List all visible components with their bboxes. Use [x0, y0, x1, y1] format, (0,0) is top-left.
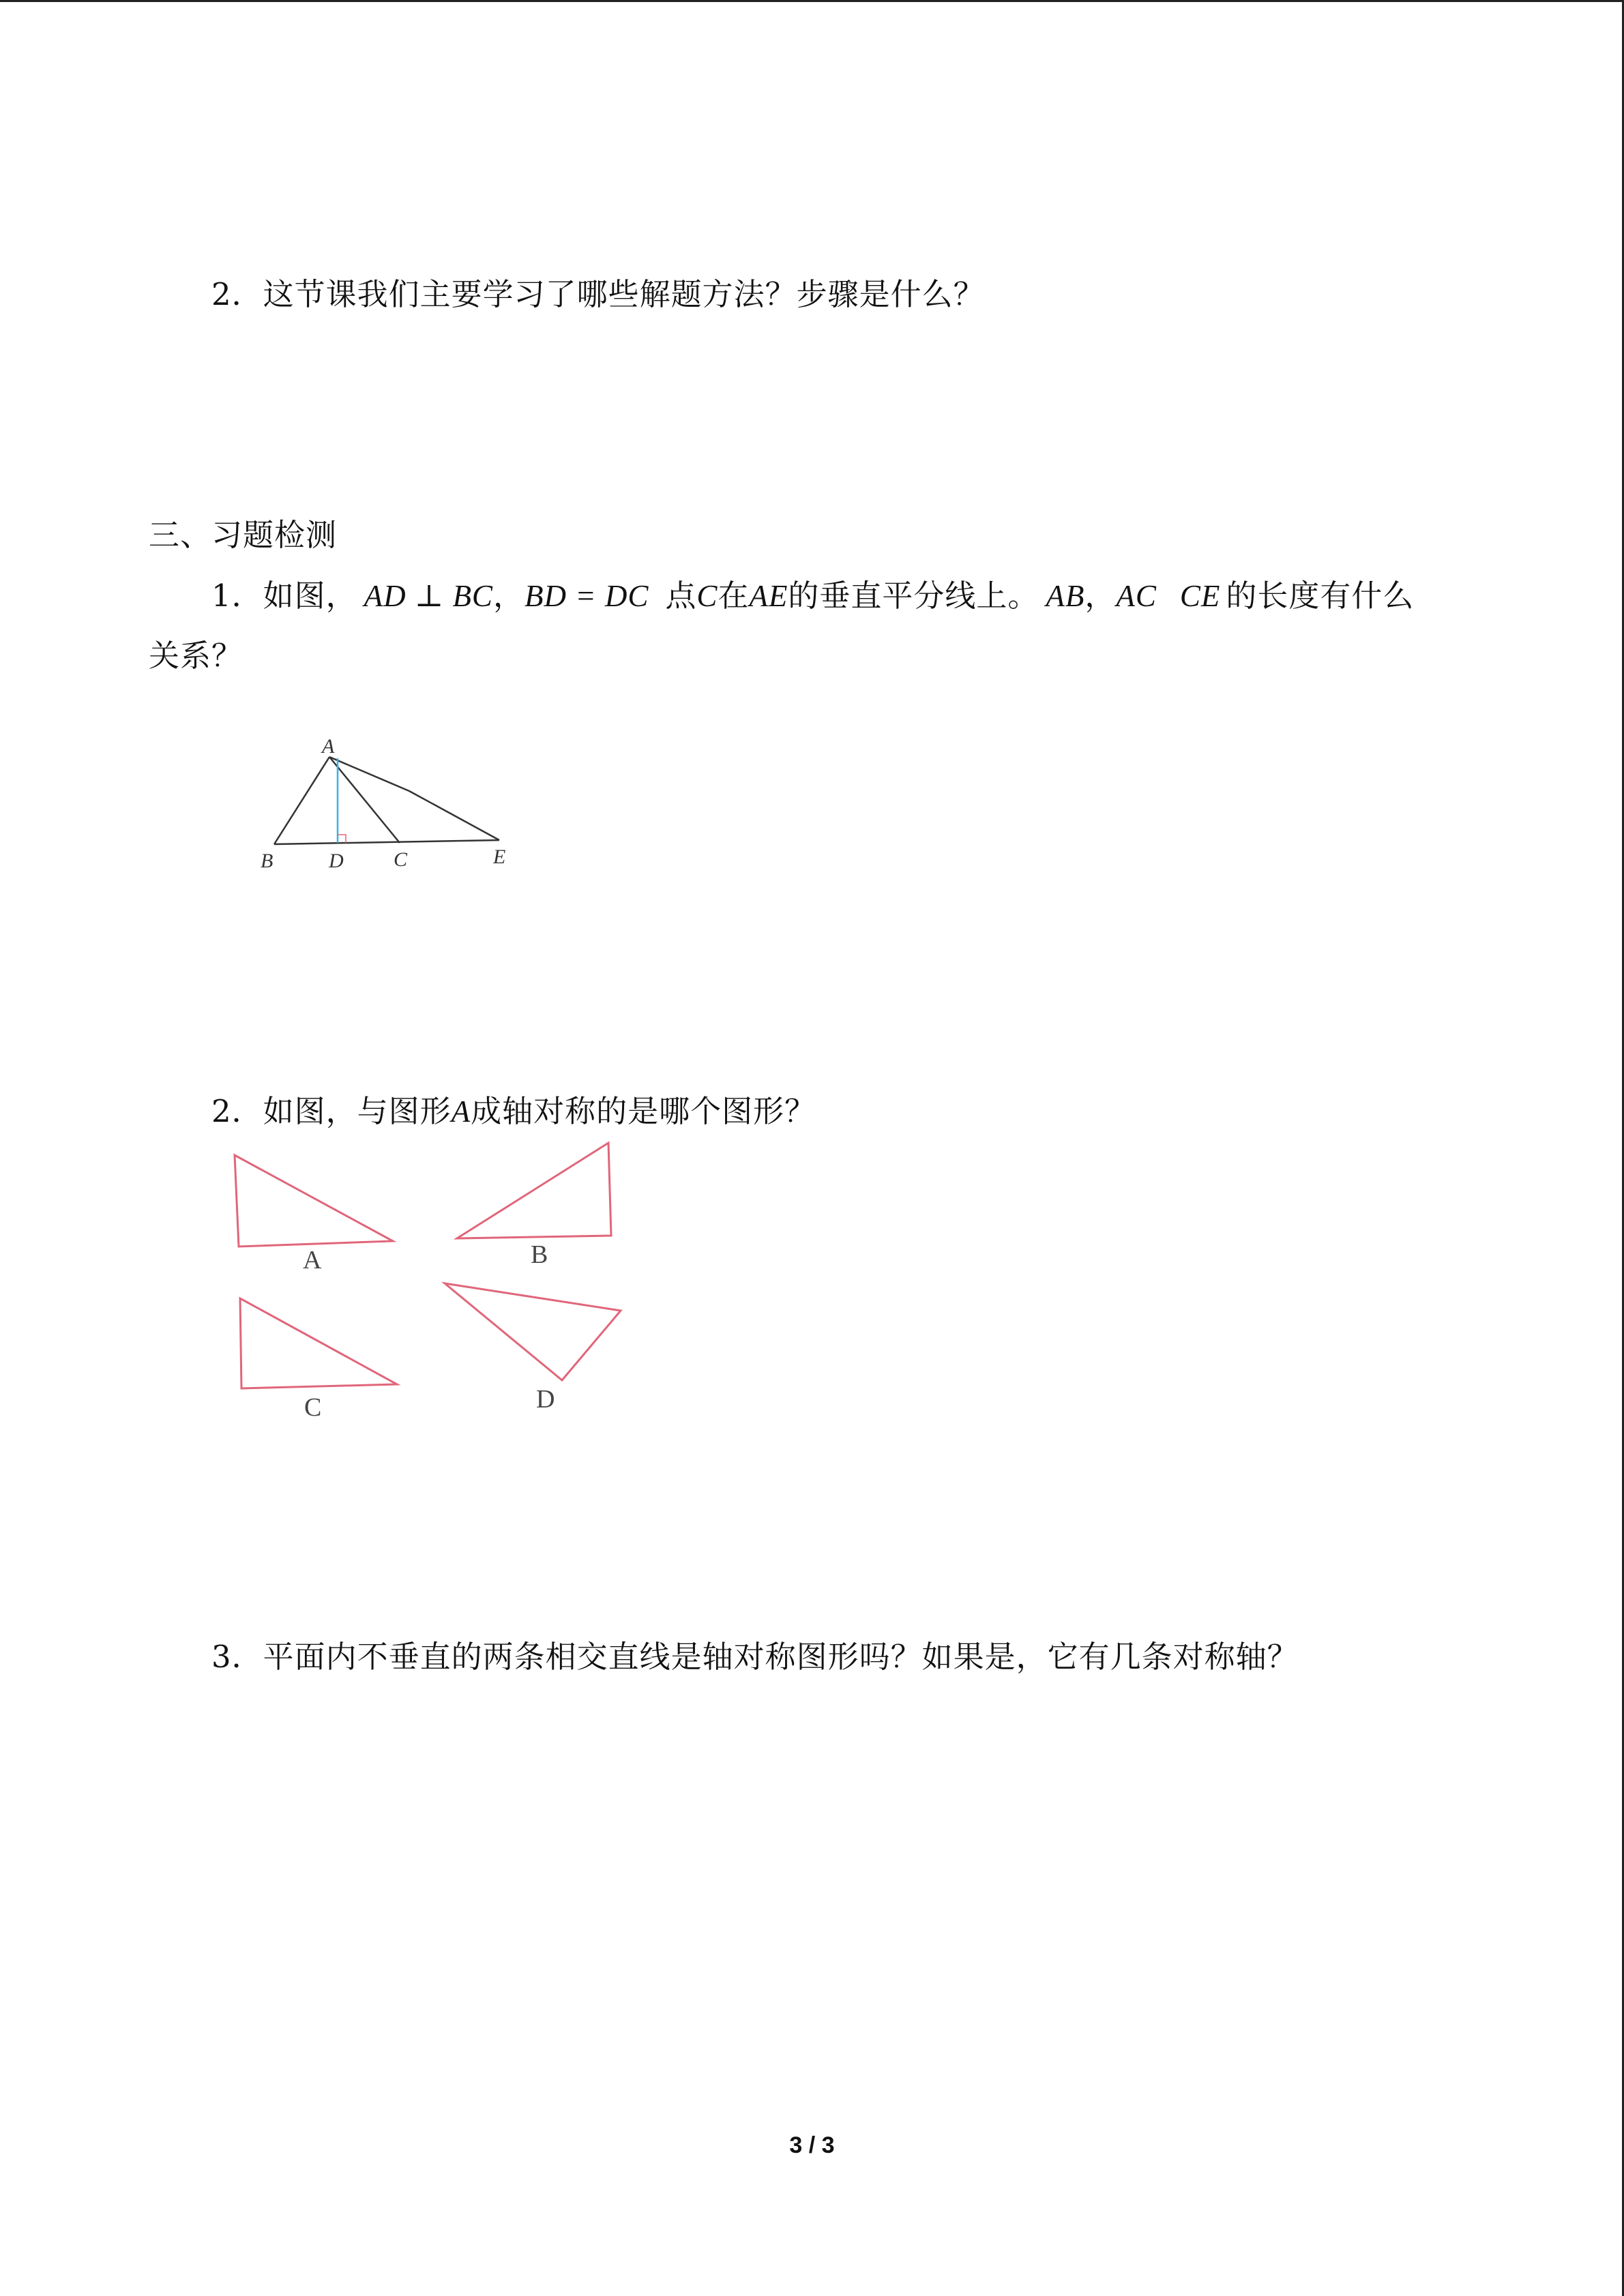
triangle-abe-outline [274, 757, 499, 844]
label-d: D [329, 850, 344, 872]
label-triangle-b: B [531, 1240, 548, 1269]
exercise-1-line-1 [211, 576, 1414, 616]
math-a: A [451, 1094, 471, 1129]
triangle-b [457, 1143, 611, 1238]
triangle-c [240, 1298, 397, 1388]
triangle-d [445, 1283, 621, 1380]
label-triangle-d: D [536, 1385, 555, 1414]
exercise-1-triangle-figure [252, 730, 525, 880]
triangle-a [235, 1155, 393, 1247]
label-a: A [322, 735, 335, 758]
exercise-2-triangles-figure [225, 1132, 634, 1432]
label-c: C [394, 848, 408, 871]
label-triangle-a: A [303, 1246, 322, 1274]
page-number: 3 / 3 [789, 2132, 835, 2158]
label-triangle-c: C [304, 1393, 322, 1422]
comma: ， [492, 578, 525, 614]
math-ce: CE [1179, 579, 1221, 613]
page-border-top [0, 0, 1624, 2]
exercise-2-prefix: 2．如图，与图形 [211, 1093, 452, 1129]
text-perp-bisector: 的垂直平分线上。 [788, 578, 1039, 614]
section-heading-exercises: 三、习题检测 [149, 517, 338, 553]
math-ab: AB [1046, 579, 1085, 613]
text-on: 在 [718, 578, 750, 614]
summary-question-2: 2．这节课我们主要学习了哪些解题方法？步骤是什么？ [211, 276, 985, 312]
label-b: B [261, 850, 274, 872]
math-ad-perp-bc: AD ⊥ BC [364, 579, 493, 613]
exercise-1-line-2: 关系？ [149, 638, 243, 674]
label-e: E [493, 846, 506, 868]
segment-ac [329, 757, 400, 843]
math-ac: AC [1116, 579, 1157, 613]
segment-ae-part1 [329, 757, 409, 791]
math-bd-eq-dc: BD = DC [524, 579, 649, 613]
text-point: 点 [665, 578, 697, 614]
math-ae: AE [749, 579, 788, 613]
exercise-2-suffix: 成轴对称的是哪个图形？ [471, 1093, 816, 1129]
segment-ab [274, 757, 329, 844]
exercise-3-line: 3．平面内不垂直的两条相交直线是轴对称图形吗？如果是，它有几条对称轴？ [211, 1639, 1299, 1675]
segment-ae-part2 [409, 791, 499, 840]
comma: ， [1084, 578, 1117, 614]
exercise-1-prefix: 1．如图， [211, 578, 357, 614]
text-length-relation: 的长度有什么 [1226, 578, 1415, 614]
right-angle-mark [338, 835, 346, 843]
math-c: C [696, 579, 718, 613]
exercise-2-line [211, 1091, 816, 1132]
segment-be [274, 840, 499, 844]
